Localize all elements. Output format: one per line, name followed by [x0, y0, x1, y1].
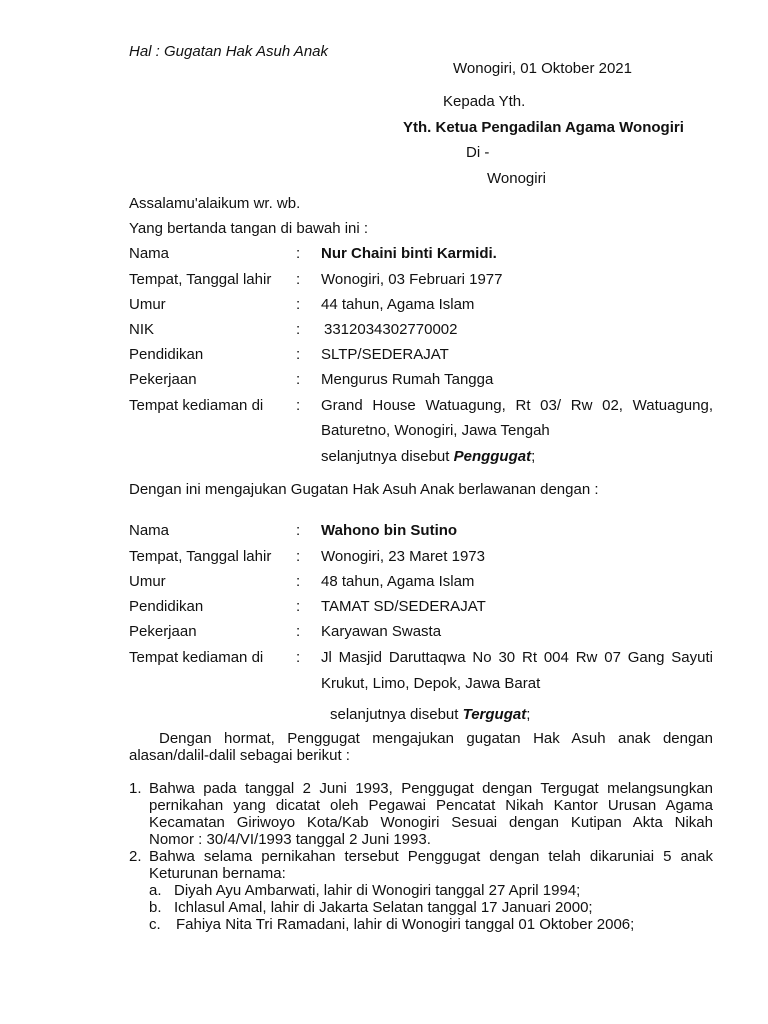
recipient-di: Di -	[466, 144, 490, 161]
field-value: Mengurus Rumah Tangga	[321, 371, 494, 388]
field-value: Wonogiri, 03 Februari 1977	[321, 271, 503, 288]
recipient-city: Wonogiri	[487, 170, 546, 187]
field-colon: :	[296, 397, 301, 414]
sub-item-text: Fahiya Nita Tri Ramadani, lahir di Wonogiri tanggal 01 Oktober 2006;	[176, 916, 635, 933]
defendant-name: Wahono bin Sutino	[321, 522, 458, 539]
field-colon: :	[296, 522, 301, 539]
against-text: Dengan ini mengajukan Gugatan Hak Asuh Anak berlawanan dengan :	[129, 481, 599, 498]
point-number: 2.	[129, 848, 142, 865]
designation-suffix: ;	[531, 448, 536, 465]
field-value: 48 tahun, Agama Islam	[321, 573, 475, 590]
letter-subject: Hal : Gugatan Hak Asuh Anak	[129, 43, 328, 60]
place-date: Wonogiri, 01 Oktober 2021	[453, 60, 632, 77]
field-label: Pekerjaan	[129, 371, 197, 388]
point-line: Bahwa pada tanggal 2 Juni 1993, Penggugat dengan Tergugat melangsungkan	[149, 780, 713, 797]
field-colon: :	[296, 649, 301, 666]
point-line: Keturunan bernama:	[149, 865, 286, 882]
field-value: 44 tahun, Agama Islam	[321, 296, 475, 313]
intro-text: Yang bertanda tangan di bawah ini :	[129, 220, 369, 237]
field-value: Jl Masjid Daruttaqwa No 30 Rt 004 Rw 07 Gang Sayuti	[321, 649, 713, 666]
point-line: Bahwa selama pernikahan tersebut Penggugat dengan telah dikaruniai 5 anak	[149, 848, 713, 865]
field-value: Wonogiri, 23 Maret 1973	[321, 548, 485, 565]
field-label: NIK	[129, 321, 155, 338]
field-colon: :	[296, 598, 301, 615]
field-value: Karyawan Swasta	[321, 623, 442, 640]
designation-prefix: selanjutnya disebut	[330, 706, 463, 723]
field-label: Nama	[129, 522, 170, 539]
sub-item-letter: a.	[149, 882, 162, 899]
field-label: Nama	[129, 245, 170, 262]
field-label: Umur	[129, 296, 166, 313]
sub-item-letter: b.	[149, 899, 162, 916]
field-label: Tempat kediaman di	[129, 397, 264, 414]
field-colon: :	[296, 346, 301, 363]
field-value: 3312034302770002	[324, 321, 458, 338]
defendant-designation	[330, 707, 530, 722]
field-colon: :	[296, 296, 301, 313]
point-line: Kecamatan Giriwoyo Kota/Kab Wonogiri Sesuai dengan Kutipan Akta Nikah	[149, 814, 713, 831]
to-label: Kepada Yth.	[443, 93, 526, 110]
field-label: Pendidikan	[129, 346, 204, 363]
opening-line-2: alasan/dalil-dalil sebagai berikut :	[129, 747, 350, 764]
field-value: TAMAT SD/SEDERAJAT	[321, 598, 486, 615]
field-colon: :	[296, 573, 301, 590]
field-label: Tempat, Tanggal lahir	[129, 271, 272, 288]
plaintiff-designation	[321, 449, 535, 464]
field-value: Grand House Watuagung, Rt 03/ Rw 02, Watuagung,	[321, 397, 713, 414]
field-label: Pendidikan	[129, 598, 204, 615]
plaintiff-name: Nur Chaini binti Karmidi.	[321, 245, 497, 262]
field-colon: :	[296, 623, 301, 640]
field-colon: :	[296, 371, 301, 388]
field-colon: :	[296, 321, 301, 338]
designation-term: Tergugat	[462, 706, 527, 723]
point-line: pernikahan yang dicatat oleh Pegawai Pencatat Nikah Kantor Urusan Agama	[149, 797, 713, 814]
opening-line-1: Dengan hormat, Penggugat mengajukan gugatan Hak Asuh anak dengan	[159, 730, 713, 747]
sub-item-text: Diyah Ayu Ambarwati, lahir di Wonogiri tanggal 27 April 1994;	[174, 882, 581, 899]
field-label: Tempat, Tanggal lahir	[129, 548, 272, 565]
point-number: 1.	[129, 780, 142, 797]
field-colon: :	[296, 271, 301, 288]
field-value: Baturetno, Wonogiri, Jawa Tengah	[321, 422, 550, 439]
field-label: Umur	[129, 573, 166, 590]
recipient: Yth. Ketua Pengadilan Agama Wonogiri	[403, 119, 684, 136]
designation-prefix: selanjutnya disebut	[321, 448, 454, 465]
field-value: Krukut, Limo, Depok, Jawa Barat	[321, 675, 541, 692]
field-label: Pekerjaan	[129, 623, 197, 640]
sub-item-text: Ichlasul Amal, lahir di Jakarta Selatan tanggal 17 Januari 2000;	[174, 899, 593, 916]
sub-item-letter: c.	[149, 916, 161, 933]
field-label: Tempat kediaman di	[129, 649, 264, 666]
designation-suffix: ;	[526, 706, 531, 723]
field-colon: :	[296, 245, 301, 262]
salutation: Assalamu'alaikum wr. wb.	[129, 195, 301, 212]
point-line: Nomor : 30/4/VI/1993 tanggal 2 Juni 1993.	[149, 831, 431, 848]
designation-term: Penggugat	[453, 448, 532, 465]
field-colon: :	[296, 548, 301, 565]
field-value: SLTP/SEDERAJAT	[321, 346, 449, 363]
